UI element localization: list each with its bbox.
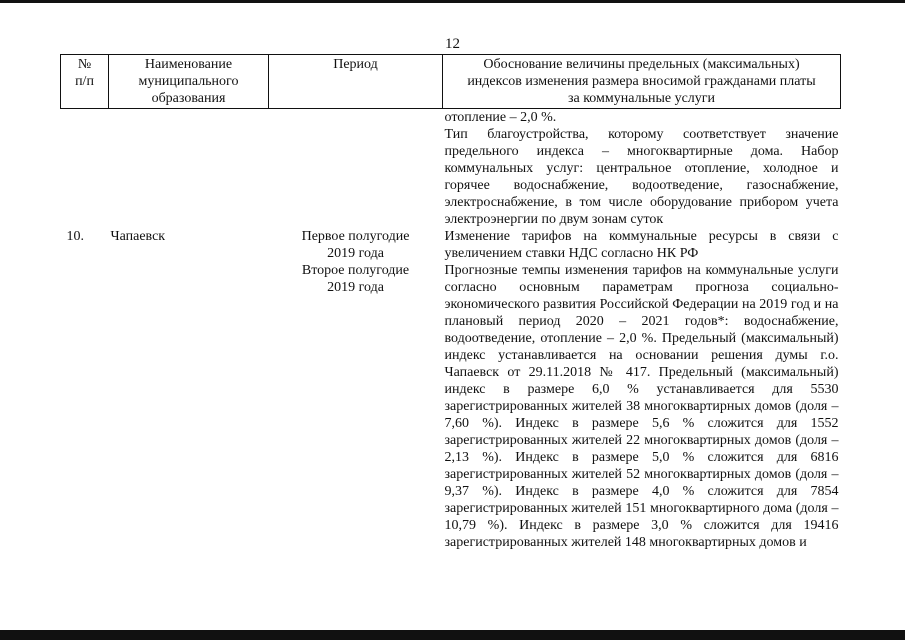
row-period-first <box>269 228 443 262</box>
continuation-line-heating: отопление – 2,0 %. <box>444 110 557 125</box>
row-number-empty <box>61 262 109 551</box>
row-municipality: Чапаевск <box>110 229 166 244</box>
row-justification-second: Прогнозные темпы изменения тарифов на коммунальные услуги согласно основным параметрам прогноза социально-экономического развития Российской Федерации на 2019 год и на плановый период 2020 – 2021 годов*: водоснабжение, водоотведение, отопление – 2,0 %. Предельный (максимальный) индекс устанавливается на основании решения думы г.о. Чапаевск от 29.11.2018 № 417. Предельный (максимальный) индекс в размере 6,0 % устанавливается для 5530 зарегистрированных жителей 38 многоквартирных домов (доля – 7,60 %). Индекс в размере 5,6 % сложится для 1552 зарегистрированных жителей 22 многоквартирных домов (доля – 2,13 %). Индекс в размере 5,0 % сложится для 6816 зарегистрированных жителей 52 многоквартирных домов (доля – 9,37 %). Индекс в размере 4,0 % сложится для 7854 зарегистрированных жителей 151 многоквартирного дома (доля – 10,79 %). Индекс в размере 3,0 % сложится для 19416 зарегистрированных жителей 148 многоквартирных домов и <box>444 263 839 550</box>
header-municipality-label: Наименование муниципального образования <box>138 57 239 106</box>
continuation-justification-cell <box>443 109 841 229</box>
table-row-chapaevsk-second <box>61 262 841 551</box>
period-second-label: Второе полугодие 2019 года <box>301 263 410 295</box>
continuation-period-cell <box>269 109 443 229</box>
header-num <box>61 55 109 109</box>
header-period <box>269 55 443 109</box>
continuation-row <box>61 109 841 229</box>
page-number: 12 <box>445 36 460 52</box>
row-municipality-empty <box>109 262 269 551</box>
continuation-paragraph-housing-type: Тип благоустройства, которому соответствует значение предельного индекса – многоквартирные дома. Набор коммунальных услуг: центральное отопление, холодное и горячее водоснабжение, водоотведение, газоснабжение, электроснабжение, в том числе оборудование прибором учета электроэнергии по двум зонам суток <box>444 127 839 227</box>
period-first-label: Первое полугодие 2019 года <box>301 229 410 261</box>
header-justification-label: Обоснование величины предельных (максимальных) индексов изменения размера вносимой гражданами платы за коммунальные услуги <box>467 57 816 106</box>
row-justification-first: Изменение тарифов на коммунальные ресурсы в связи с увеличением ставки НДС согласно НК РФ <box>444 229 839 261</box>
continuation-municipality-cell <box>109 109 269 229</box>
header-municipality <box>109 55 269 109</box>
row-period-second <box>269 262 443 551</box>
table-row-chapaevsk-first <box>61 228 841 262</box>
header-justification <box>443 55 841 109</box>
table-header-row <box>61 55 841 109</box>
header-num-label: № п/п <box>75 57 94 89</box>
row-number: 10. <box>66 229 84 244</box>
tariff-index-table <box>60 54 841 551</box>
header-period-label: Период <box>333 57 378 72</box>
continuation-num-cell <box>61 109 109 229</box>
scan-bottom-border <box>0 630 905 640</box>
scan-top-border <box>0 0 905 3</box>
